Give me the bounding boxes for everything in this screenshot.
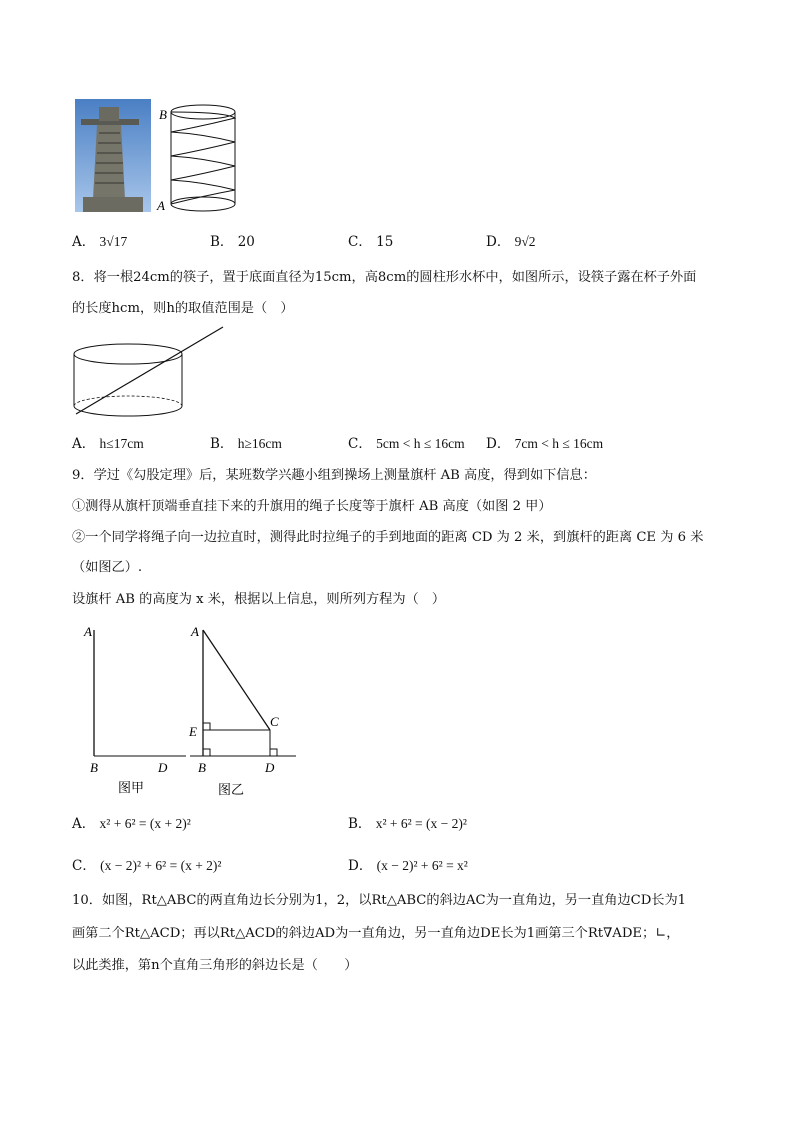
q9-option-d[interactable]: D． (x − 2)² + 6² = x² — [348, 858, 468, 874]
q9-option-c[interactable]: C． (x − 2)² + 6² = (x + 2)² — [72, 858, 222, 874]
q7-option-d[interactable]: D． 9√2 — [486, 234, 536, 250]
totem-pillar-image — [75, 99, 151, 212]
q9-stem-line4: （如图乙）. — [72, 560, 143, 575]
cylinder-label-b: B — [159, 107, 167, 122]
fig-jia-label-b: B — [90, 760, 98, 775]
q8-cup-figure — [70, 322, 230, 422]
fig-jia-label-d: D — [158, 760, 168, 775]
q9-option-b[interactable]: B． x² + 6² = (x − 2)² — [348, 816, 467, 832]
q7-option-d-value: 9√2 — [514, 234, 536, 249]
q9-option-b-value: x² + 6² = (x − 2)² — [375, 816, 467, 831]
q8-stem-line2: 的长度hcm，则h的取值范围是（ ） — [72, 301, 294, 316]
q9-option-a[interactable]: A． x² + 6² = (x + 2)² — [72, 816, 191, 832]
q10-stem-line2: 画第二个Rt△ACD；再以Rt△ACD的斜边AD为一直角边，另一直角边DE长为1画第三个Rt∇ADE；∟， — [72, 926, 680, 941]
q8-option-a[interactable]: A． h≤17cm — [72, 436, 144, 452]
q8-option-c[interactable]: C． 5cm < h ≤ 16cm — [348, 436, 465, 452]
q10-stem-line3: 以此类推，第n个直角三角形的斜边长是（ ） — [72, 958, 358, 973]
q9-figure-yi — [186, 620, 301, 802]
q8-option-c-value: 5cm < h ≤ 16cm — [376, 436, 465, 451]
q7-option-b[interactable]: B． 20 — [210, 234, 255, 250]
q8-option-d[interactable]: D． 7cm < h ≤ 16cm — [486, 436, 604, 452]
q9-figure-jia — [80, 620, 190, 800]
q8-option-a-value: h≤17cm — [99, 436, 144, 451]
fig-jia-label-a: A — [84, 624, 92, 639]
q10-stem-line1: 10．如图，Rt△ABC的两直角边长分别为1，2，以Rt△ABC的斜边AC为一直角边，另一直角边CD长为1 — [72, 893, 687, 908]
fig-yi-label-d: D — [265, 760, 275, 775]
q8-option-b-value: h≥16cm — [237, 436, 282, 451]
q7-option-c[interactable]: C． 15 — [348, 234, 394, 250]
q9-option-d-value: (x − 2)² + 6² = x² — [376, 858, 468, 873]
cylinder-label-a: A — [157, 198, 165, 213]
fig-yi-label-e: E — [189, 724, 197, 739]
q9-stem-line5: 设旗杆 AB 的高度为 x 米，根据以上信息，则所列方程为（ ） — [72, 592, 446, 607]
q9-stem-line3: ②一个同学将绳子向一边拉直时，测得此时拉绳子的手到地面的距离 CD 为 2 米，到旗杆的距离 CE 为 6 米 — [72, 530, 704, 545]
q7-option-b-value: 20 — [237, 234, 255, 250]
q8-option-b[interactable]: B． h≥16cm — [210, 436, 282, 452]
q9-stem-line1: 9．学过《勾股定理》后，某班数学兴趣小组到操场上测量旗杆 AB 高度，得到如下信息： — [72, 468, 596, 483]
q7-photo — [75, 99, 151, 212]
q8-option-d-value: 7cm < h ≤ 16cm — [514, 436, 604, 451]
q7-option-a[interactable]: A． 3√17 — [72, 234, 128, 250]
q9-stem-line2: ①测得从旗杆顶端垂直挂下来的升旗用的绳子长度等于旗杆 AB 高度（如图 2 甲） — [72, 499, 552, 514]
q9-option-a-value: x² + 6² = (x + 2)² — [99, 816, 191, 831]
q7-option-a-value: 3√17 — [99, 234, 128, 249]
q7-cylinder-figure — [155, 100, 245, 215]
fig-yi-label-a: A — [191, 624, 199, 639]
q7-option-c-value: 15 — [376, 234, 394, 250]
fig-yi-label-c: C — [270, 714, 279, 729]
fig-yi-label-b: B — [198, 760, 206, 775]
fig-jia-caption: 图甲 — [118, 781, 145, 796]
q8-stem-line1: 8．将一根24cm的筷子，置于底面直径为15cm，高8cm的圆柱形水杯中，如图所示，设筷子露在杯子外面 — [72, 270, 697, 285]
fig-yi-caption: 图乙 — [218, 783, 245, 798]
q9-option-c-value: (x − 2)² + 6² = (x + 2)² — [100, 858, 222, 873]
